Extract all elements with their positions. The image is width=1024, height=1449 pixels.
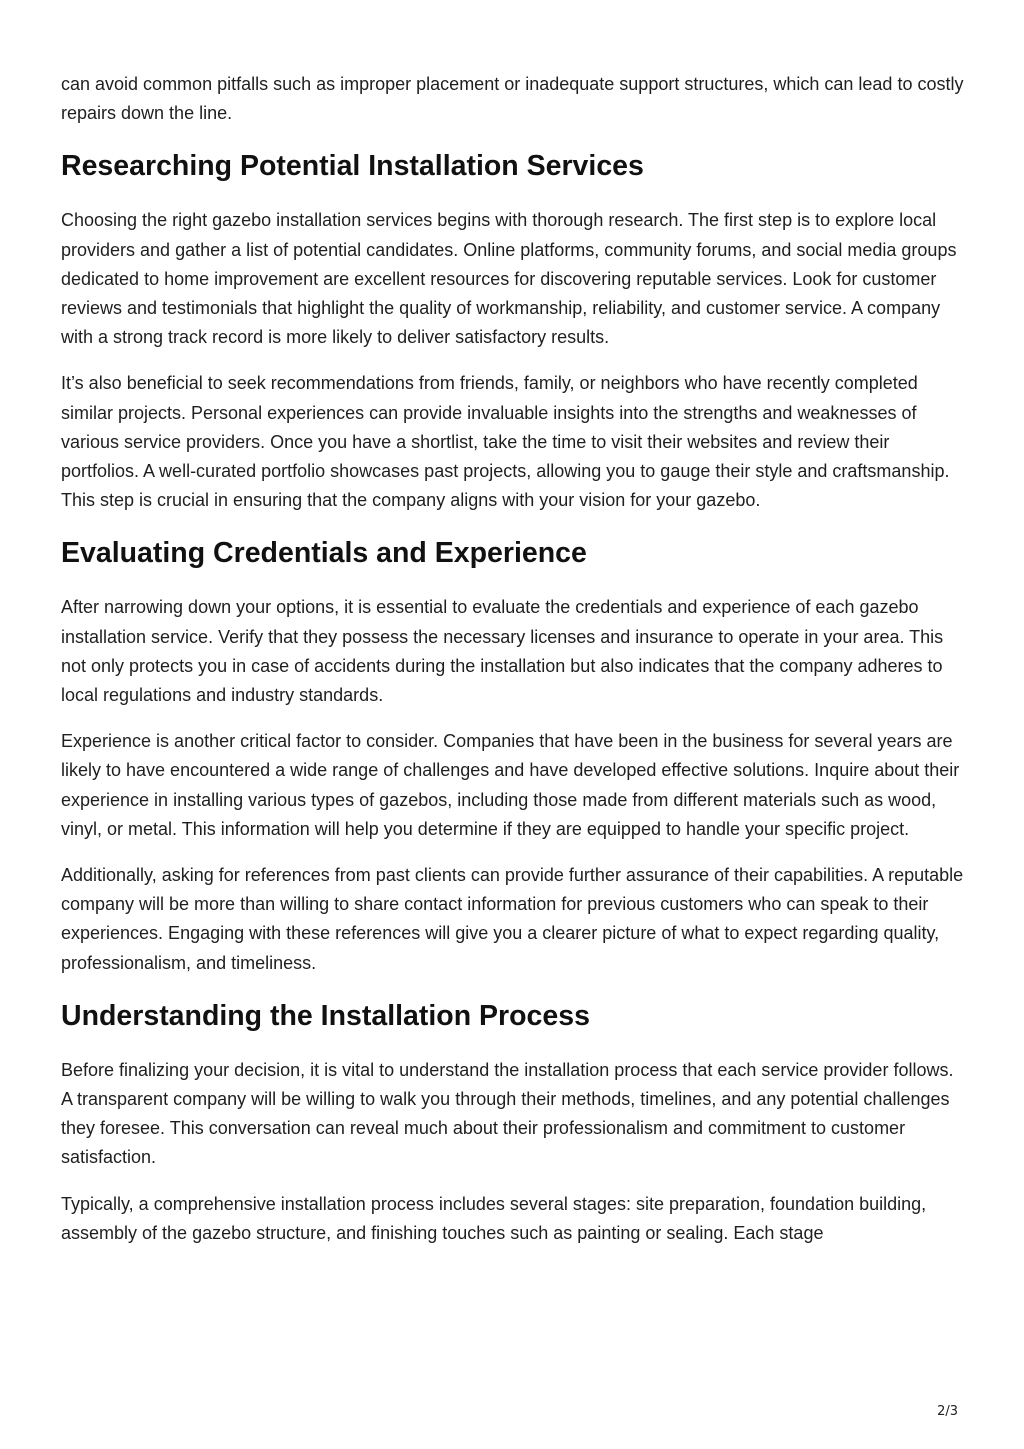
paragraph-experience: Experience is another critical factor to consider. Companies that have been in the business for several years are likely to have encountered a wide range of challenges and have developed effective solutions. Inquire about their experience in installing various types of gazebos, including those made from different materials such as wood, vinyl, or metal. This information will help you determine if they are equipped to handle your specific project. <box>61 731 960 839</box>
document-body <box>61 70 967 1265</box>
paragraph-credentials: After narrowing down your options, it is essential to evaluate the credentials and experience of each gazebo installation service. Verify that they possess the necessary licenses and insurance to operate in your area. This not only protects you in case of accidents during the installation but also indicates that the company adheres to local regulations and industry standards. <box>61 597 944 706</box>
paragraph-intro-continuation: can avoid common pitfalls such as improper placement or inadequate support structures, which can lead to costly repairs down the line. <box>61 74 964 124</box>
paragraph-process-stages: Typically, a comprehensive installation process includes several stages: site preparation, foundation building, assembly of the gazebo structure, and finishing touches such as painting or sealing. Each stage <box>61 1193 927 1243</box>
paragraph-process-transparency: Before finalizing your decision, it is vital to understand the installation process that each service provider follows. A transparent company will be willing to walk you through their methods, timelines, and any potential challenges they foresee. This conversation can reveal much about their professionalism and commitment to customer satisfaction. <box>61 1059 954 1168</box>
paragraph-references: Additionally, asking for references from past clients can provide further assurance of their capabilities. A reputable company will be more than willing to share contact information for previous customers who can speak to their experiences. Engaging with these references will give you a clearer picture of what to expect regarding quality, professionalism, and timeliness. <box>61 865 964 973</box>
heading-evaluating-credentials: Evaluating Credentials and Experience <box>61 537 587 570</box>
page-number: 2/3 <box>937 1404 958 1419</box>
heading-researching-services: Researching Potential Installation Services <box>61 150 644 183</box>
paragraph-research: Choosing the right gazebo installation services begins with thorough research. The first step is to explore local providers and gather a list of potential candidates. Online platforms, community forums, and social media groups dedicated to home improvement are excellent resources for discovering reputable services. Look for customer reviews and testimonials that highlight the quality of workmanship, reliability, and customer service. A company with a strong track record is more likely to deliver satisfactory results. <box>61 210 957 348</box>
paragraph-recommendations: It’s also beneficial to seek recommendations from friends, family, or neighbors who have recently completed similar projects. Personal experiences can provide invaluable insights into the strengths and weaknesses of various service providers. Once you have a shortlist, take the time to visit their websites and review their portfolios. A well-curated portfolio showcases past projects, allowing you to gauge their style and craftsmanship. This step is crucial in ensuring that the company aligns with your vision for your gazebo. <box>61 373 950 511</box>
heading-installation-process: Understanding the Installation Process <box>61 999 590 1032</box>
